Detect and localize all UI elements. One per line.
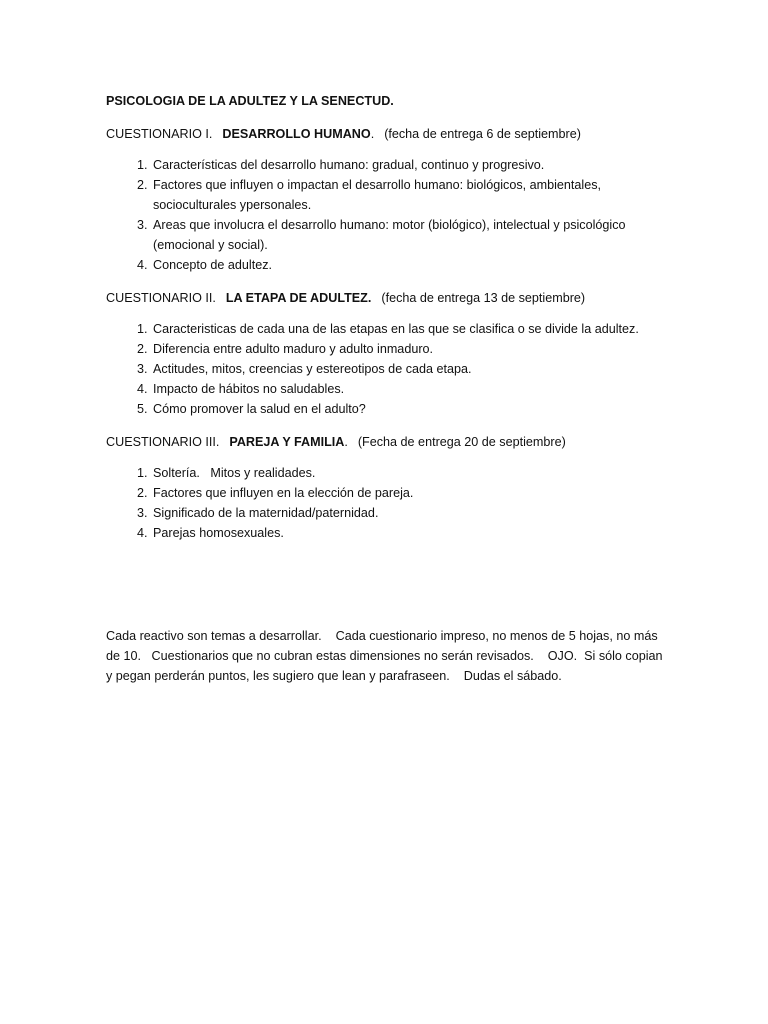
question-item: 3. Areas que involucra el desarrollo humano: motor (biológico), intelectual y psicológico (emocional y social). — [151, 215, 666, 255]
section-due-date: (Fecha de entrega 20 de septiembre) — [357, 435, 566, 449]
question-list-3 — [106, 463, 666, 543]
question-item: 2. Factores que influyen en la elección de pareja. — [151, 483, 666, 503]
question-item: 4. Impacto de hábitos no saludables. — [151, 379, 666, 399]
section-heading-3 — [106, 432, 666, 452]
section-label: CUESTIONARIO I. — [106, 127, 213, 141]
section-heading-1 — [106, 124, 666, 144]
question-item: 3. Actitudes, mitos, creencias y estereotipos de cada etapa. — [151, 359, 666, 379]
question-item: 2. Diferencia entre adulto maduro y adulto inmaduro. — [151, 339, 666, 359]
question-item: 1. Soltería. Mitos y realidades. — [151, 463, 666, 483]
question-item: 2. Factores que influyen o impactan el desarrollo humano: biológicos, ambientales, socioculturales ypersonales. — [151, 175, 666, 215]
section-due-date: (fecha de entrega 6 de septiembre) — [384, 127, 581, 141]
question-item: 3. Significado de la maternidad/paternidad. — [151, 503, 666, 523]
document-title: PSICOLOGIA DE LA ADULTEZ Y LA SENECTUD. — [106, 94, 394, 108]
section-label: CUESTIONARIO III. — [106, 435, 220, 449]
question-item: 4. Parejas homosexuales. — [151, 523, 666, 543]
question-item: 1. Características del desarrollo humano: gradual, continuo y progresivo. — [151, 155, 666, 175]
section-topic-suffix: . — [370, 127, 375, 141]
section-topic: DESARROLLO HUMANO — [222, 127, 371, 141]
question-list-1 — [106, 155, 666, 275]
section-topic-suffix: . — [344, 435, 348, 449]
section-due-date: (fecha de entrega 13 de septiembre) — [381, 291, 586, 305]
section-heading-2 — [106, 288, 666, 308]
question-item: 5. Cómo promover la salud en el adulto? — [151, 399, 666, 419]
section-topic: PAREJA Y FAMILIA — [229, 435, 345, 449]
question-item: 1. Caracteristicas de cada una de las etapas en las que se clasifica o se divide la adultez. — [151, 319, 666, 339]
section-label: CUESTIONARIO II. — [106, 291, 216, 305]
section-topic: LA ETAPA DE ADULTEZ. — [225, 291, 372, 305]
question-list-2 — [106, 319, 666, 419]
document-body — [106, 91, 666, 543]
instructions-note: Cada reactivo son temas a desarrollar. Cada cuestionario impreso, no menos de 5 hojas, no más de 10. Cuestionarios que no cubran estas dimensiones no serán revisados. OJO. Si sólo copian y pegan perderán puntos, les sugiero que lean y parafraseen. Dudas el sábado. — [106, 629, 667, 683]
question-item: 4. Concepto de adultez. — [151, 255, 666, 275]
